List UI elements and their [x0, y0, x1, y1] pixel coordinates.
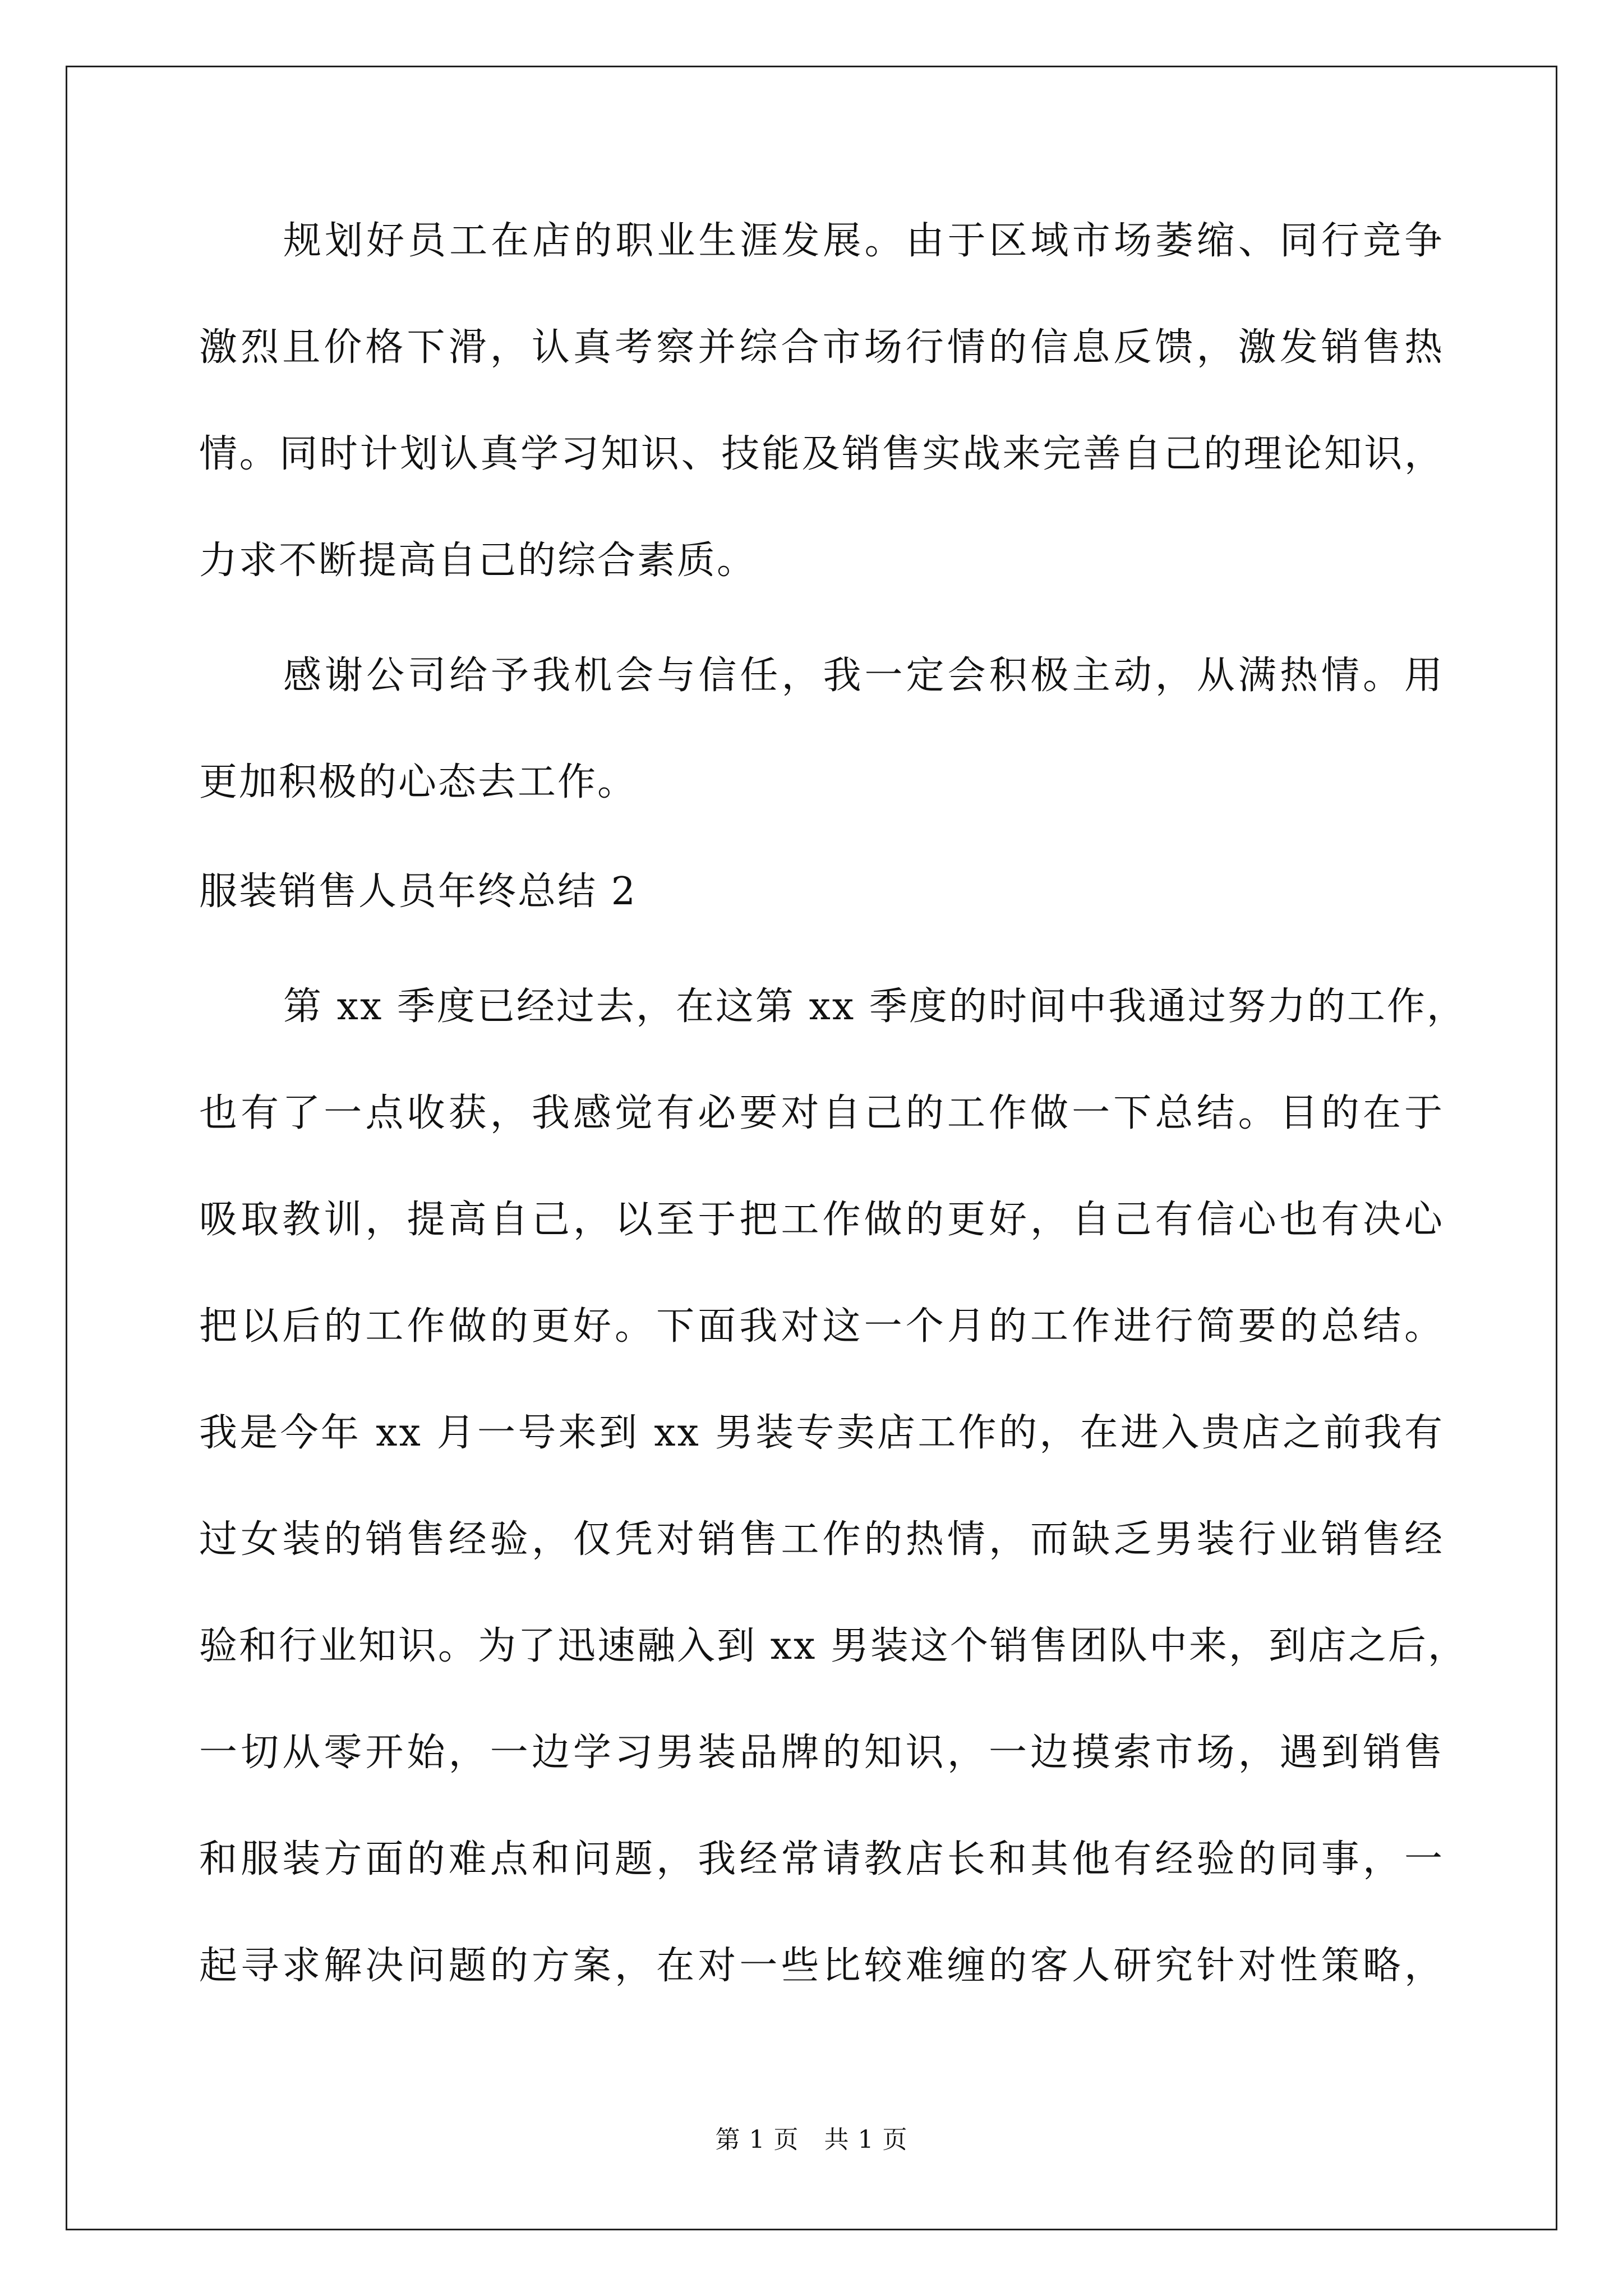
paragraph-3-line-9: 和服装方面的难点和问题，我经常请教店长和其他有经验的同事，一 [199, 1837, 1444, 1881]
paragraph-3-line-7: 验和行业知识。为了迅速融入到 xx 男装这个销售团队中来，到店之后， [199, 1624, 1468, 1668]
paragraph-3-line-8: 一切从零开始，一边学习男装品牌的知识，一边摸索市场，遇到销售 [199, 1731, 1444, 1775]
paragraph-2-line-2: 更加积极的心态去工作。 [199, 760, 638, 804]
paragraph-3-line-2: 也有了一点收获，我感觉有必要对自己的工作做一下总结。目的在于 [199, 1091, 1444, 1135]
paragraph-1-line-1: 规划好员工在店的职业生涯发展。由于区域市场萎缩、同行竞争 [283, 219, 1444, 263]
paragraph-1-line-2: 激烈且价格下滑，认真考察并综合市场行情的信息反馈，激发销售热 [199, 325, 1444, 370]
paragraph-3-line-4: 把以后的工作做的更好。下面我对这一个月的工作进行简要的总结。 [199, 1304, 1444, 1349]
paragraph-3-line-10: 起寻求解决问题的方案，在对一些比较难缠的客人研究针对性策略， [199, 1944, 1444, 1988]
paragraph-1-line-3: 情。同时计划认真学习知识、技能及销售实战来完善自己的理论知识， [199, 432, 1444, 476]
paragraph-3-line-6: 过女装的销售经验，仅凭对销售工作的热情，而缺乏男装行业销售经 [199, 1517, 1444, 1562]
paragraph-2-line-1: 感谢公司给予我机会与信任，我一定会积极主动，从满热情。用 [283, 654, 1444, 698]
page-border [66, 66, 1557, 2230]
paragraph-3-line-1: 第 xx 季度已经过去，在这第 xx 季度的时间中我通过努力的工作， [283, 984, 1467, 1029]
paragraph-1-line-4: 力求不断提高自己的综合素质。 [199, 539, 757, 583]
paragraph-3-line-5: 我是今年 xx 月一号来到 xx 男装专卖店工作的，在进入贵店之前我有 [199, 1411, 1444, 1455]
section-heading: 服装销售人员年终总结 2 [199, 869, 637, 914]
paragraph-3-line-3: 吸取教训，提高自己，以至于把工作做的更好，自己有信心也有决心 [199, 1198, 1444, 1242]
page-footer: 第 1 页 共 1 页 [715, 2125, 908, 2154]
